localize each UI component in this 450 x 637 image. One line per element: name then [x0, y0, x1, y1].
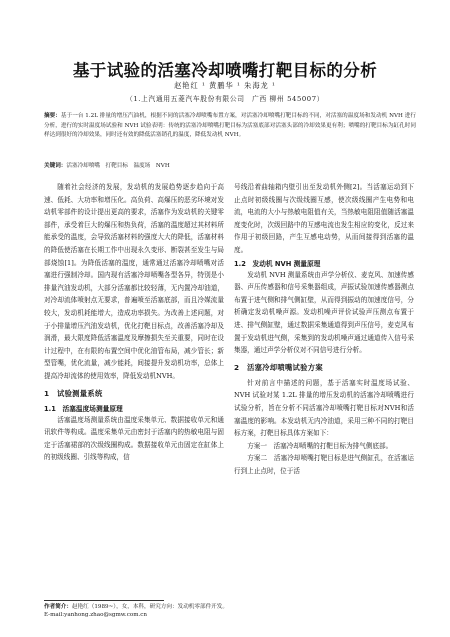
abstract-text: 基于一台 1.2L 排量的增压汽油机，根据不同的活塞冷却喷嘴布置方案，对活塞冷却喷嘴打靶目标的不同，对活塞的温度场和发动机 NVH 进行分析，进行的实时温度场试验和 NVH 试验表明：传统的活塞冷却喷嘴打靶目标为活塞底部对活塞头部的冷却效果更有利；喷嘴的打靶目标为缸孔时同样达到很好的冷却效果，同时还有效的降低活塞销孔的温度，降低发动机 NVH。	[44, 113, 416, 139]
section-2-paragraph-2: 方案一 活塞冷却喷嘴的打靶目标为排气侧底部。	[247, 441, 393, 450]
abstract-block	[44, 112, 416, 141]
author-email: E-mail:yanhong.zhao@sgmw.com.cn	[44, 612, 148, 619]
author-list: 赵艳红 ¹ 黄鹏华 ¹ 朱海龙 ¹	[174, 81, 276, 90]
abstract-label: 摘要：	[44, 113, 61, 119]
section-1-2-heading: 1.2 发动机 NVH 测量原理	[234, 259, 321, 268]
right-column	[234, 181, 414, 477]
section-2-paragraph-1: 针对前言中描述的问题，基于活塞实时温度场试验、NVH 试验对某 1.2L 排量的增压发动机的活塞冷却喷嘴进行试验分析，旨在分析不同活塞冷却喷嘴打靶目标对NVH和活塞温度的影响。本发动机无内冷油道，采用三种不同的打靶目标方案，打靶目标具体方案如下：	[234, 378, 414, 438]
footnote-text: 赵艳红（1989~），女，本科，研究方向：发动机零部件开发。	[71, 604, 228, 610]
paper-title: 基于试验的活塞冷却喷嘴打靶目标的分析	[72, 61, 378, 80]
keywords-block	[44, 162, 416, 171]
section-1-2-paragraph: 发动机 NVH 测量系统由声学分析仪、麦克风、加速传感器、声压传感器和信号采集器组成，声振试验加速传感器测点布置于进气侧和排气侧缸壁，从而得到振动的加速度信号，分析确定发动机噪声源。发动机噪声评价试验声压测点布置于进、排气侧缸壁，通过数据采集通道得到声压信号，麦克风布置于发动机进气侧，采集到的发动机噪声通过通道传入信号采集器，通过声学分析仪对不同信号进行分析。	[234, 270, 414, 355]
affiliation: （1.上汽通用五菱汽车股份有限公司 广西 柳州 545007）	[125, 95, 325, 103]
section-1-heading: 1 试验测量系统	[44, 388, 103, 398]
continued-paragraph: 号线沿着曲轴箱内壁引出至发动机外侧[2]。当活塞运动到下止点时初级线圈与次级线圈互感，使次级线圈产生电势和电流，电流的大小与热敏电阻值有关，当热敏电阻阻值随活塞温度变化时，次级回路中的互感电流也发生相应的变化，反过来作用于初级回路，产生互感电动势，从而间接得到活塞的温度。	[234, 183, 414, 254]
footnote-divider	[44, 600, 164, 601]
keywords-label: 关键词：	[44, 163, 67, 169]
author-footnote	[44, 603, 416, 619]
keywords-text: 活塞冷却喷嘴 打靶目标 温度场 NVH	[66, 163, 170, 169]
intro-paragraph: 随着社会经济的发展，发动机的发展趋势逐步趋向于高速、低耗、大功率和增压化。高负荷、高爆压的恶劣环境对发动机零部件的设计提出更高的要求，活塞作为发动机的关键零部件，承受着巨大的爆压和热负荷，活塞的温度超过其材料所能承受的温度，会导致活塞材料的强度大大的降低，活塞材料的降低使活塞在长期工作中出现永久变形、断裂甚至发生与局部烧蚀[1]。为降低活塞的温度，通常通过活塞冷却喷嘴对活塞进行强制冷却。国内现有活塞冷却喷嘴各型各异，特别是小排量汽油发动机，大部分活塞都比较轻薄，无内置冷却油道，对冷却流体喷射点无要求，普遍喷至活塞底部，而且冷媒流量较大，发动机耗能增大，造成功率损失。为改善上述问题，对于小排量增压汽油发动机，优化打靶目标点，改善活塞冷却及润滑，最大限度降低活塞温度及摩擦损失至关重要，同时在设计过程中，在有限的布置空间中优化油管布局，减少管长；新型管嘴，优化流量，减少能耗，间接提升发动机功率，总体上提高冷却流体的使用效率，降低发动机NVH。	[44, 183, 224, 380]
section-2-heading: 2 活塞冷却喷嘴试验方案	[234, 362, 323, 372]
section-2-paragraph-3: 方案二 活塞冷却喷嘴打靶目标是进气侧缸孔，在活塞运行到上止点时，位于活	[234, 454, 414, 475]
section-1-1-paragraph: 活塞温度场测量系统由温度采集单元、数据接收单元和通讯软件等构成。温度采集单元由密封于活塞内的热敏电阻与固定于活塞裙部的次级线圈构成。数据接收单元由固定在缸体上的初级线圈、引线等构成，信	[44, 415, 224, 462]
section-1-1-heading: 1.1 活塞温度场测量原理	[44, 404, 123, 413]
left-column	[44, 181, 224, 464]
footnote-label: 作者简介：	[44, 604, 72, 610]
